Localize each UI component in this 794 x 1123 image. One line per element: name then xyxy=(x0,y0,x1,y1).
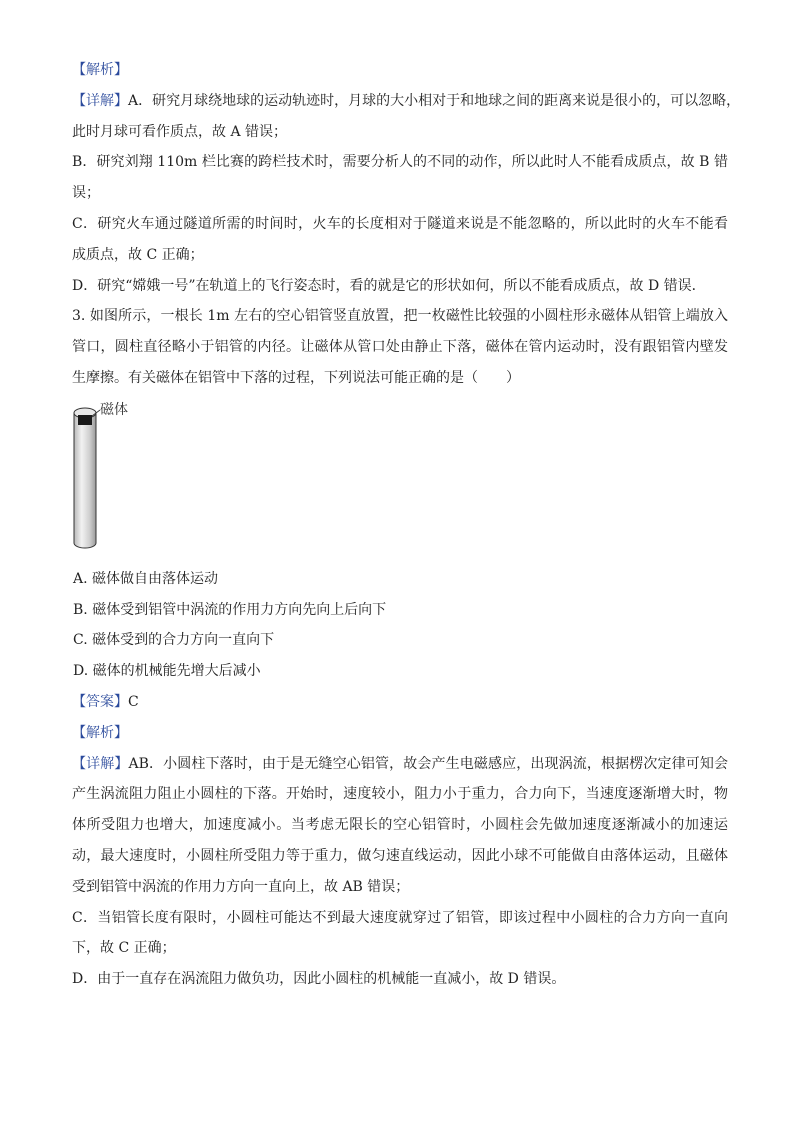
question-line: 3. 如图所示，一根长 1m 左右的空心铝管竖直放置，把一枚磁性比较强的小圆柱形永磁体从铝管上端放入 xyxy=(72,308,728,325)
paragraph-line: 下，故 C 正确； xyxy=(72,940,176,957)
analysis-tag-2: 【解析】 xyxy=(72,724,128,741)
paragraph-line: C．当铝管长度有限时，小圆柱可能达不到最大速度就穿过了铝管，即该过程中小圆柱的合力方向一直向 xyxy=(72,909,728,926)
magnet-label: 磁体 xyxy=(100,401,128,418)
detail-tag: 【详解】 xyxy=(72,92,128,109)
aluminum-tube-diagram xyxy=(72,401,192,555)
detail-line xyxy=(72,92,741,109)
question-line: 管口，圆柱直径略小于铝管的内径。让磁体从管口处由静止下落，磁体在管内运动时，没有跟铝管内壁发 xyxy=(72,339,728,356)
option-b: B. 磁体受到铝管中涡流的作用力方向先向上后向下 xyxy=(73,601,387,618)
option-a: A. 磁体做自由落体运动 xyxy=(73,570,219,587)
paragraph-line: 受到铝管中涡流的作用力方向一直向上，故 AB 错误； xyxy=(72,878,410,895)
answer-tag: 【答案】 xyxy=(72,693,128,710)
detail-line-2 xyxy=(72,756,728,772)
option-d: D. 磁体的机械能先增大后减小 xyxy=(73,663,261,680)
answer-line xyxy=(72,694,728,710)
paragraph-line: 产生涡流阻力阻止小圆柱的下落。开始时，速度较小，阻力小于重力，合力向下，当速度逐渐增大时，物 xyxy=(72,786,728,803)
paragraph-line: 此时月球可看作质点，故 A 错误； xyxy=(72,123,288,140)
paragraph-line: 误； xyxy=(72,185,100,202)
paragraph-line: 成质点，故 C 正确； xyxy=(72,246,204,263)
analysis-heading-2 xyxy=(72,725,728,741)
paragraph-line: C．研究火车通过隧道所需的时间时，火车的长度相对于隧道来说是不能忽略的，所以此时的火车不能看 xyxy=(72,215,728,232)
paragraph-line: 体所受阻力也增大，加速度减小。当考虑无限长的空心铝管时，小圆柱会先做加速度逐渐减小的加速运 xyxy=(72,817,728,834)
paragraph-line: D．研究“嫦娥一号”在轨道上的飞行姿态时，看的就是它的形状如何，所以不能看成质点，故 D 错误． xyxy=(72,277,706,294)
question-line: 生摩擦。有关磁体在铝管中下落的过程，下列说法可能正确的是（ ） xyxy=(72,369,520,386)
analysis-heading xyxy=(72,62,728,78)
analysis-tag: 【解析】 xyxy=(72,62,128,78)
paragraph-line: B．研究刘翔 110m 栏比赛的跨栏技术时，需要分析人的不同的动作，所以此时人不能看成质点，故 B 错 xyxy=(72,154,728,171)
document-body xyxy=(72,62,741,1002)
paragraph-text: AB．小圆柱下落时，由于是无缝空心铝管，故会产生电磁感应，出现涡流，根据楞次定律可知会 xyxy=(128,755,728,772)
paragraph-line: D．由于一直存在涡流阻力做负功，因此小圆柱的机械能一直减小，故 D 错误。 xyxy=(72,971,566,988)
paragraph-line: 动，最大速度时，小圆柱所受阻力等于重力，做匀速直线运动，因此小球不可能做自由落体运动，且磁体 xyxy=(72,847,728,864)
paragraph-text: A．研究月球绕地球的运动轨迹时，月球的大小相对于和地球之间的距离来说是很小的，可以忽略， xyxy=(128,92,741,109)
option-c: C. 磁体受到的合力方向一直向下 xyxy=(73,632,275,649)
detail-tag-2: 【详解】 xyxy=(72,755,129,772)
answer-value: C xyxy=(128,693,139,710)
magnet-shape xyxy=(78,415,92,425)
aluminum-tube-figure xyxy=(72,401,728,555)
